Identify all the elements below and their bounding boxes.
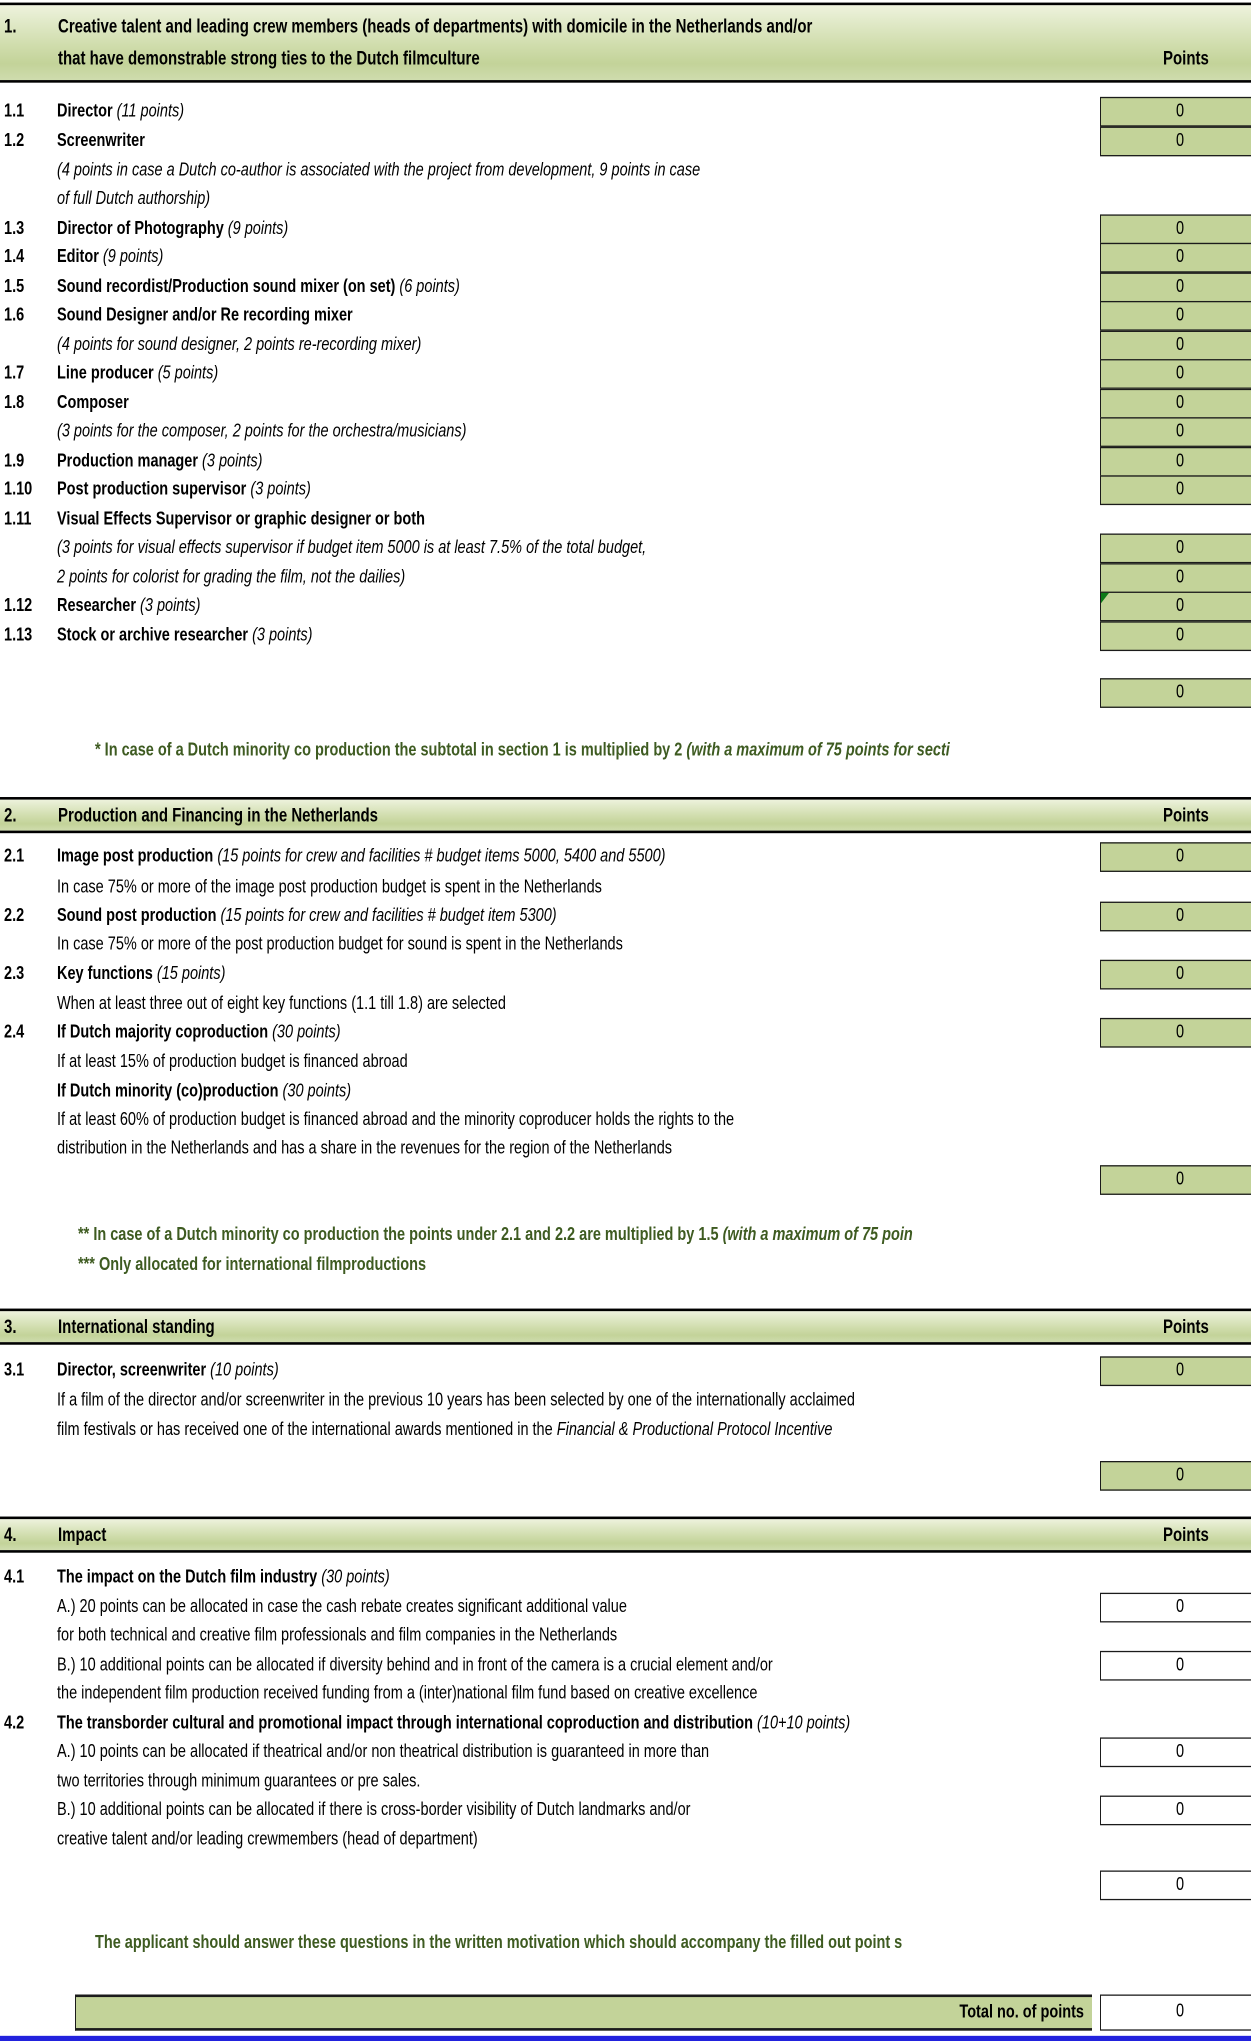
- row-bold-2-4: If Dutch majority coproduction: [57, 1021, 273, 1043]
- section-1-points-label: Points: [1163, 47, 1209, 70]
- row-number-1-3: 1.3: [4, 218, 25, 239]
- row-number-1-10: 1.10: [4, 479, 33, 500]
- row-bold-2-4b: If Dutch minority (co)production: [57, 1081, 283, 1102]
- row-note-1-2b: [57, 189, 210, 210]
- row-note-4-2b: two territories through minimum guarantees or pre sales.: [57, 1771, 421, 1792]
- points-input-1-6b[interactable]: 0: [1100, 331, 1251, 361]
- row-bold-4-2: The transborder cultural and promotional impact through international coproduction and distribution: [57, 1712, 758, 1734]
- row-bold-1-12: Researcher: [57, 595, 141, 617]
- section-2-footnote-2: [78, 1225, 913, 1246]
- row-bold-3-1: Director, screenwriter: [57, 1360, 211, 1381]
- row-text-4-2: [57, 1713, 850, 1734]
- row-note-3-1a: If a film of the director and/or screenwriter in the previous 10 years has been selected by one of the internationally acclaimed: [57, 1389, 855, 1411]
- row-note-4-1b: for both technical and creative film professionals and film companies in the Netherlands: [57, 1625, 618, 1646]
- section-2-number: 2.: [4, 804, 17, 827]
- points-input-2-1[interactable]: 0: [1100, 842, 1251, 872]
- row-note-4-1d: the independent film production received funding from a (inter)national film fund based on creative excellence: [57, 1683, 758, 1704]
- total-points-input[interactable]: 0: [1100, 1994, 1251, 2030]
- points-input-1-2[interactable]: 0: [1100, 127, 1251, 157]
- row-italic-4-1: (30 points): [321, 1566, 390, 1588]
- row-italic-1-2b: of full Dutch authorship): [57, 188, 211, 210]
- row-number-4-2: 4.2: [4, 1712, 25, 1734]
- row-italic-1-11b: 2 points for colorist for grading the film, not the dailies): [57, 567, 406, 588]
- row-number-2-3: 2.3: [4, 963, 25, 985]
- row-text-1-4: [57, 247, 163, 268]
- row-bold-1-8: Composer: [57, 392, 129, 414]
- row-italic-2-4: (30 points): [272, 1021, 341, 1043]
- bottom-blue-rule: [0, 2036, 1251, 2041]
- row-bold-1-9: Production manager: [57, 450, 203, 472]
- row-text-1-7: [57, 363, 218, 384]
- section-3-points-label: Points: [1163, 1316, 1209, 1339]
- row-bold-1-6: Sound Designer and/or Re recording mixer: [57, 304, 353, 326]
- points-input-2-2[interactable]: 0: [1100, 902, 1251, 932]
- section-1-title-line2: that have demonstrable strong ties to the Dutch filmculture: [58, 47, 480, 70]
- row-italic-1-2a: (4 points in case a Dutch co-author is associated with the project from development, 9 points in case: [57, 160, 701, 181]
- row-number-1-13: 1.13: [4, 625, 33, 646]
- row-bold-2-2: Sound post production: [57, 905, 221, 927]
- closing-note: The applicant should answer these questions in the written motivation which should accompany the filled out point s: [95, 1932, 903, 1954]
- row-italic-1-5: (6 points): [399, 276, 460, 298]
- points-input-4-2a[interactable]: 0: [1100, 1737, 1251, 1767]
- section-1-footnote: [95, 740, 950, 761]
- row-bold-1-10: Post production supervisor: [57, 479, 251, 500]
- row-text-1-6: [57, 305, 353, 326]
- points-input-2-3[interactable]: 0: [1100, 960, 1251, 990]
- row-note-4-2a: A.) 10 points can be allocated if theatrical and/or non theatrical distribution is guaranteed in more than: [57, 1741, 710, 1762]
- points-input-1-12[interactable]: 0: [1100, 592, 1251, 622]
- row-text-3-1: [57, 1360, 279, 1381]
- row-bold-2-3: Key functions: [57, 963, 157, 985]
- points-input-1-6[interactable]: 0: [1100, 301, 1251, 331]
- row-italic-4-2: (10+10 points): [757, 1712, 851, 1734]
- points-input-3-1[interactable]: 0: [1100, 1356, 1251, 1386]
- section-3-header: [0, 1309, 1251, 1345]
- row-bold-1-1: Director: [57, 100, 117, 122]
- section-1-footnote-italic: (with a maximum of 75 points for secti: [686, 740, 950, 761]
- points-input-1-7[interactable]: 0: [1100, 359, 1251, 389]
- section-2-footnote-3: *** Only allocated for international filmproductions: [78, 1254, 427, 1275]
- row-bold-1-7: Line producer: [57, 362, 158, 384]
- row-text-1-12: [57, 596, 200, 617]
- row-text-1-9: [57, 451, 262, 472]
- row-text-1-2: [57, 130, 145, 151]
- section-2-points-label: Points: [1163, 804, 1209, 827]
- row-text-1-11: [57, 509, 425, 530]
- row-text-2-4: [57, 1022, 341, 1043]
- row-note-2-4d: distribution in the Netherlands and has a share in the revenues for the region of the Netherlands: [57, 1138, 673, 1159]
- row-bold-1-4: Editor: [57, 246, 103, 268]
- row-number-4-1: 4.1: [4, 1566, 25, 1588]
- row-text-2-2: [57, 906, 557, 927]
- section-4-number: 4.: [4, 1524, 17, 1547]
- section-3-title: International standing: [58, 1316, 215, 1339]
- section-2-footnote-2-bold: ** In case of a Dutch minority co production the points under 2.1 and 2.2 are multiplied by 1.5: [78, 1224, 723, 1246]
- row-note-2-3a: When at least three out of eight key functions (1.1 till 1.8) are selected: [57, 993, 506, 1015]
- section-4-title: Impact: [58, 1524, 107, 1547]
- points-input-1-11b[interactable]: 0: [1100, 563, 1251, 593]
- row-note-2-4c: If at least 60% of production budget is financed abroad and the minority coproducer holds the rights to the: [57, 1109, 735, 1131]
- row-text-1-10: [57, 479, 311, 500]
- row-number-1-7: 1.7: [4, 362, 25, 384]
- row-bold-1-5: Sound recordist/Production sound mixer (on set): [57, 276, 400, 298]
- row-number-1-12: 1.12: [4, 595, 33, 617]
- row-text-1-8: [57, 393, 129, 414]
- row-italic-1-11a: (3 points for visual effects supervisor if budget item 5000 is at least 7.5% of the total budget,: [57, 537, 647, 559]
- row-note-2-1a: In case 75% or more of the image post production budget is spent in the Netherlands: [57, 877, 602, 898]
- row-text-4-1: [57, 1567, 390, 1588]
- row-number-2-2: 2.2: [4, 905, 25, 927]
- section-4-subtotal[interactable]: 0: [1100, 1870, 1251, 1900]
- row-note-1-6a: [57, 335, 421, 356]
- points-input-1-5[interactable]: 0: [1100, 273, 1251, 303]
- row-italic-3-1: (10 points): [210, 1360, 279, 1381]
- row-italic-1-6a: (4 points for sound designer, 2 points re-recording mixer): [57, 334, 422, 356]
- row-number-1-1: 1.1: [4, 100, 25, 122]
- row-bold-2-1: Image post production: [57, 846, 218, 867]
- points-input-4-1a[interactable]: 0: [1100, 1593, 1251, 1623]
- row-italic-1-10: (3 points): [250, 479, 311, 500]
- row-italic-1-7: (5 points): [157, 362, 219, 384]
- points-input-1-1[interactable]: 0: [1100, 97, 1251, 127]
- row-italic-1-4: (9 points): [102, 246, 164, 268]
- row-number-1-9: 1.9: [4, 450, 25, 472]
- row-italic-1-13: (3 points): [252, 625, 313, 646]
- row-number-2-4: 2.4: [4, 1021, 25, 1043]
- total-label-bar: [75, 1994, 1092, 2030]
- row-italic-1-12: (3 points): [140, 595, 201, 617]
- points-input-4-2b[interactable]: 0: [1100, 1796, 1251, 1826]
- section-2-header: [0, 797, 1251, 833]
- row-number-1-11: 1.11: [4, 508, 32, 530]
- row-note-1-11a: [57, 537, 646, 558]
- row-number-1-8: 1.8: [4, 392, 25, 414]
- row-bold-1-2: Screenwriter: [57, 130, 145, 152]
- points-input-1-3[interactable]: 0: [1100, 214, 1251, 244]
- section-1-title-line1: Creative talent and leading crew members (heads of departments) with domicile in the Netherlands and/or: [58, 15, 813, 38]
- row-note-1-11b: [57, 567, 405, 588]
- row-italic-2-4b: (30 points): [282, 1081, 352, 1102]
- row-note-4-2d: creative talent and/or leading crewmembers (head of department): [57, 1829, 478, 1850]
- section-1-header: [0, 3, 1251, 83]
- section-2-title: Production and Financing in the Netherlands: [58, 804, 379, 827]
- section-1-footnote-bold: * In case of a Dutch minority co production the subtotal in section 1 is multiplied by 2: [95, 740, 687, 761]
- row-italic-1-8a: (3 points for the composer, 2 points for the orchestra/musicians): [57, 421, 467, 442]
- row-bold-1-3: Director of Photography: [57, 218, 228, 239]
- section-4-points-label: Points: [1163, 1524, 1209, 1547]
- section-2-subtotal[interactable]: 0: [1100, 1165, 1251, 1195]
- row-italic-1-9: (3 points): [202, 450, 263, 472]
- row-italic-3-1b: Financial & Productional Protocol Incentive: [556, 1419, 833, 1441]
- total-label: Total no. of points: [959, 2002, 1084, 2023]
- row-italic-1-1: (11 points): [116, 100, 185, 122]
- points-input-1-8b[interactable]: 0: [1100, 417, 1251, 447]
- row-number-2-1: 2.1: [4, 846, 25, 867]
- row-text-1-13: [57, 625, 313, 646]
- row-note-1-8a: [57, 421, 466, 442]
- row-text-1-5: [57, 276, 460, 297]
- row-note-3-1b: [57, 1420, 832, 1441]
- row-text-2-3: [57, 964, 225, 985]
- row-number-1-4: 1.4: [4, 246, 25, 268]
- row-bold-4-1: The impact on the Dutch film industry: [57, 1566, 322, 1588]
- section-1-subtotal[interactable]: 0: [1100, 678, 1251, 708]
- row-italic-2-1: (15 points for crew and facilities # budget items 5000, 5400 and 5500): [217, 846, 666, 867]
- row-plain-3-1b: film festivals or has received one of the international awards mentioned in the: [57, 1419, 557, 1441]
- points-input-1-9[interactable]: 0: [1100, 447, 1251, 477]
- row-number-1-2: 1.2: [4, 130, 25, 152]
- row-number-3-1: 3.1: [4, 1360, 25, 1381]
- row-italic-2-3: (15 points): [156, 963, 226, 985]
- points-input-1-10[interactable]: 0: [1100, 475, 1251, 505]
- row-note-4-1a: A.) 20 points can be allocated in case the cash rebate creates significant additional value: [57, 1596, 627, 1618]
- row-bold-1-13: Stock or archive researcher: [57, 625, 253, 646]
- row-italic-2-2: (15 points for crew and facilities # budget item 5300): [220, 905, 557, 927]
- row-text-2-1: [57, 846, 665, 867]
- row-text-2-4b: [57, 1081, 351, 1102]
- section-4-header: [0, 1517, 1251, 1553]
- section-3-subtotal[interactable]: 0: [1100, 1461, 1251, 1491]
- row-bold-1-11: Visual Effects Supervisor or graphic designer or both: [57, 508, 425, 530]
- points-input-1-13[interactable]: 0: [1100, 621, 1251, 651]
- row-number-1-5: 1.5: [4, 276, 25, 298]
- section-1-number: 1.: [4, 15, 17, 38]
- row-text-1-3: [57, 218, 288, 239]
- points-input-2-4[interactable]: 0: [1100, 1018, 1251, 1048]
- points-input-4-1b[interactable]: 0: [1100, 1651, 1251, 1681]
- points-input-1-4[interactable]: 0: [1100, 243, 1251, 273]
- row-note-1-2a: [57, 160, 700, 181]
- points-input-1-8[interactable]: 0: [1100, 389, 1251, 419]
- row-number-1-6: 1.6: [4, 304, 25, 326]
- row-note-4-2c: B.) 10 additional points can be allocated if there is cross-border visibility of Dutch landmarks and/or: [57, 1799, 691, 1821]
- section-3-number: 3.: [4, 1316, 17, 1339]
- row-italic-1-3: (9 points): [227, 218, 289, 239]
- row-text-1-1: [57, 101, 184, 122]
- row-note-2-4a: If at least 15% of production budget is financed abroad: [57, 1051, 408, 1073]
- points-input-1-11a[interactable]: 0: [1100, 534, 1251, 564]
- row-note-2-2a: In case 75% or more of the post production budget for sound is spent in the Netherlands: [57, 933, 623, 955]
- section-2-footnote-2-italic: (with a maximum of 75 poin: [722, 1224, 913, 1246]
- row-note-4-1c: B.) 10 additional points can be allocated if diversity behind and in front of the camera is a crucial element and/or: [57, 1654, 773, 1676]
